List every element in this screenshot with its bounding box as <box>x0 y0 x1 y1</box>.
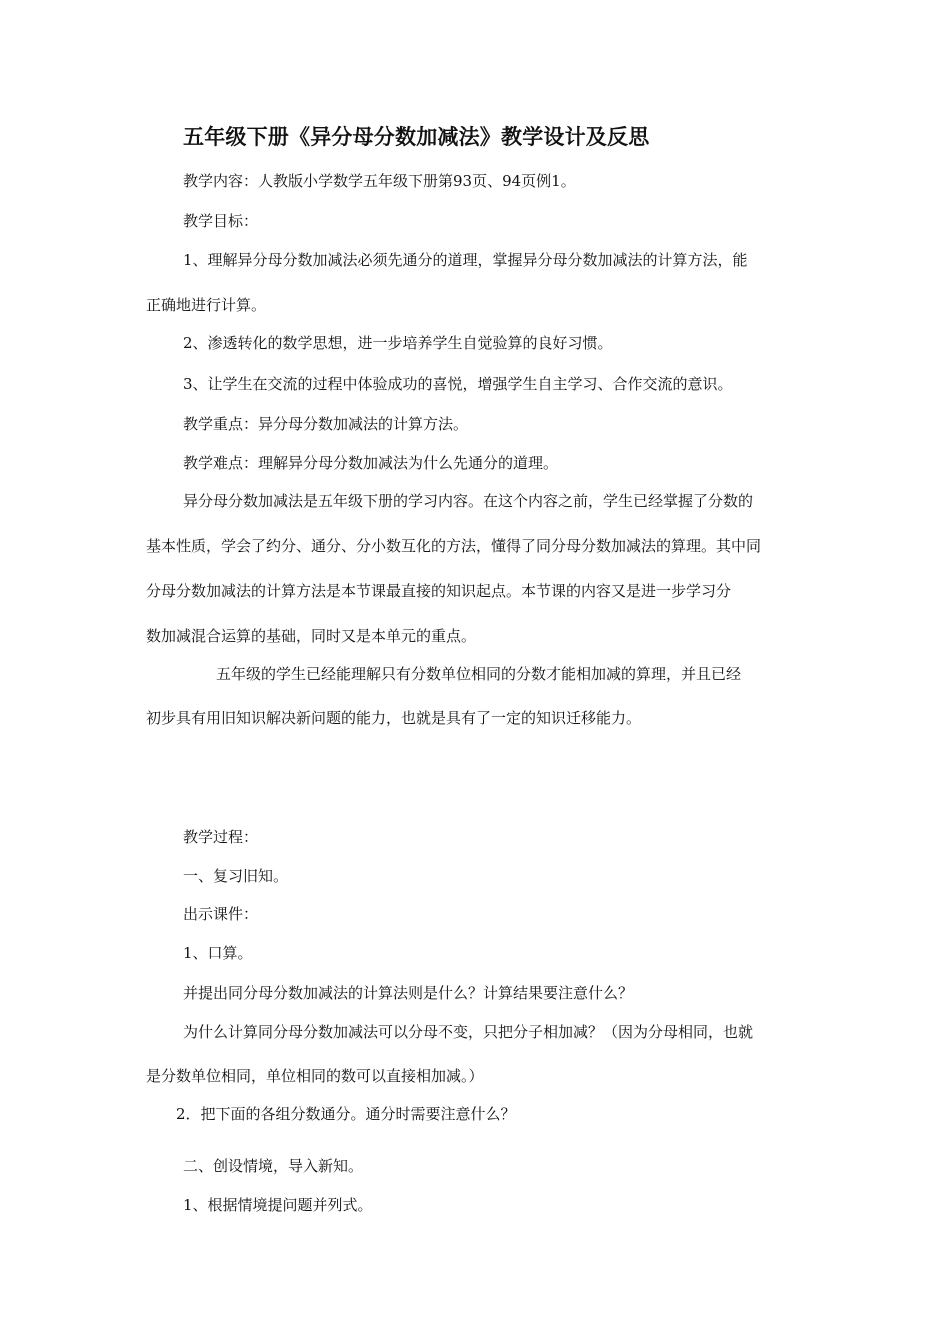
paragraph-teaching-goals-heading: 教学目标： <box>183 212 259 230</box>
paragraph-question-2: 为什么计算同分母分数加减法可以分母不变，只把分子相加减？（因为分母相同，也就 <box>183 1023 754 1041</box>
paragraph-courseware: 出示课件： <box>183 905 259 923</box>
paragraph-goal-3: 3、让学生在交流的过程中体验成功的喜悦，增强学生自主学习、合作交流的意识。 <box>183 375 733 393</box>
paragraph-situation: 1、根据情境提问题并列式。 <box>183 1196 373 1214</box>
paragraph-analysis-2: 基本性质，学会了约分、通分、分小数互化的方法，懂得了同分母分数加减法的算理。其中同 <box>146 537 762 555</box>
paragraph-students-1: 五年级的学生已经能理解只有分数单位相同的分数才能相加减的算理，并且已经 <box>216 665 742 683</box>
paragraph-question-2-cont: 是分数单位相同，单位相同的数可以直接相加减。） <box>146 1067 484 1085</box>
paragraph-goal-1-cont: 正确地进行计算。 <box>146 296 267 314</box>
paragraph-goal-2: 2、渗透转化的数学思想，进一步培养学生自觉验算的良好习惯。 <box>183 334 613 352</box>
paragraph-key-point: 教学重点：异分母分数加减法的计算方法。 <box>183 415 469 433</box>
paragraph-question-1: 并提出同分母分数加减法的计算法则是什么？计算结果要注意什么？ <box>183 984 634 1002</box>
paragraph-section-1: 一、复习旧知。 <box>183 867 289 885</box>
paragraph-teaching-content: 教学内容：人教版小学数学五年级下册第93页、94页例1。 <box>183 172 576 190</box>
paragraph-difficult-point: 教学难点：理解异分母分数加减法为什么先通分的道理。 <box>183 454 559 472</box>
paragraph-analysis-3: 分母分数加减法的计算方法是本节课最直接的知识起点。本节课的内容又是进一步学习分 <box>146 582 732 600</box>
paragraph-process-heading: 教学过程： <box>183 828 259 846</box>
paragraph-students-2: 初步具有用旧知识解决新问题的能力，也就是具有了一定的知识迁移能力。 <box>146 709 642 727</box>
document-title: 五年级下册《异分母分数加减法》教学设计及反思 <box>183 124 650 149</box>
paragraph-analysis-1: 异分母分数加减法是五年级下册的学习内容。在这个内容之前，学生已经掌握了分数的 <box>183 492 754 510</box>
paragraph-oral-calc: 1、口算。 <box>183 944 253 962</box>
paragraph-section-2: 二、创设情境，导入新知。 <box>183 1157 364 1175</box>
paragraph-goal-1: 1、理解异分母分数加减法必须先通分的道理，掌握异分母分数加减法的计算方法，能 <box>183 251 748 269</box>
paragraph-common-denominator: 2．把下面的各组分数通分。通分时需要注意什么？ <box>176 1105 516 1123</box>
paragraph-analysis-4: 数加减混合运算的基础，同时又是本单元的重点。 <box>146 627 477 645</box>
